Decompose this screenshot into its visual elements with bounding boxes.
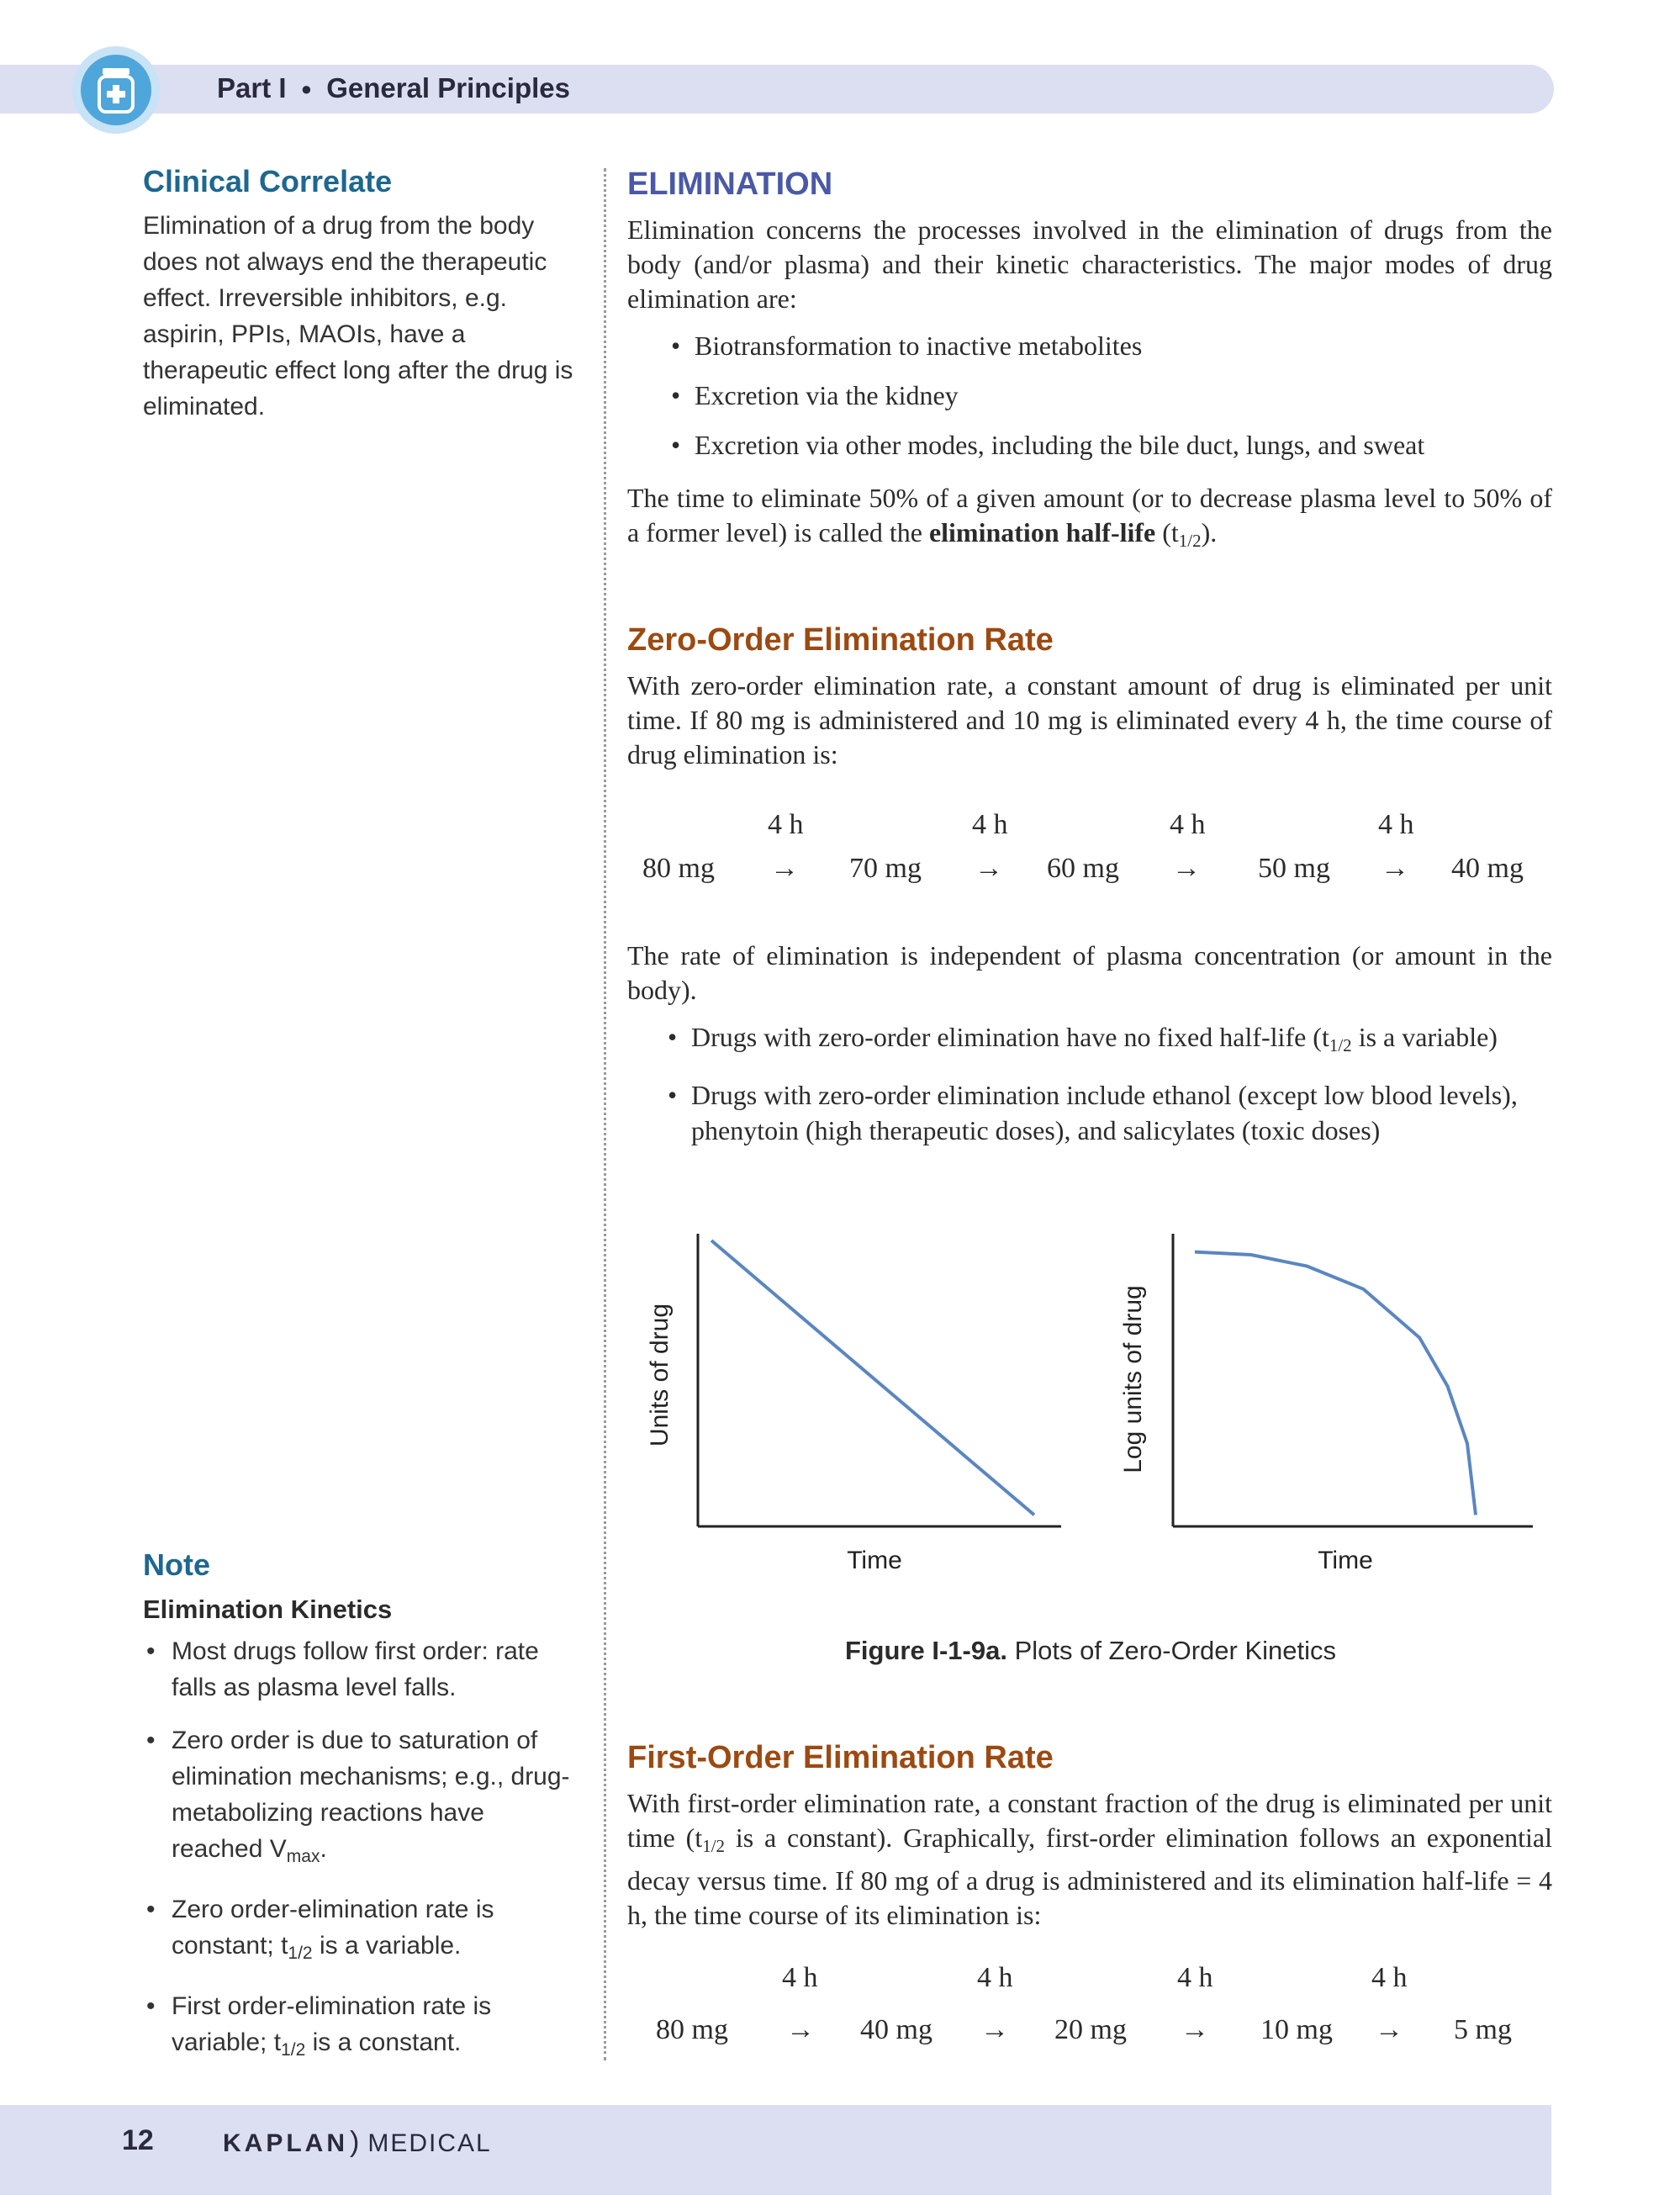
note-item (143, 1891, 597, 1971)
zero-order-intro: With zero-order elimination rate, a constant amount of drug is eliminated per unit time. If 80 mg is administered and 10 mg is eliminated every 4 h, the time course of drug elimination is: (627, 670, 1552, 770)
elimination-mode-item: • Excretion via the kidney (671, 378, 1552, 413)
first-order-heading: First-Order Elimination Rate (627, 1740, 1054, 1775)
half-life-text: (t (1155, 517, 1179, 547)
elimination-heading: ELIMINATION (627, 167, 833, 202)
interval-label: 4 h (782, 1962, 818, 1993)
figure-label: Figure I-1-9a. (845, 1636, 1007, 1665)
clinical-correlate-box (143, 164, 597, 425)
page-number: 12 (122, 2124, 154, 2156)
part-title (217, 72, 570, 104)
zero-order-linear-plot (639, 1224, 1076, 1585)
note-list (143, 1633, 597, 2068)
clinical-line: eliminated. (143, 393, 266, 420)
note-subscript: max (286, 1847, 320, 1866)
note-text: variable; t (172, 2028, 282, 2056)
zero-order-heading: Zero-Order Elimination Rate (627, 622, 1054, 658)
figure-title: Plots of Zero-Order Kinetics (1014, 1636, 1337, 1665)
half-life-subscript: 1/2 (1178, 531, 1202, 551)
amount-label: 70 mg (849, 853, 922, 884)
interval-label: 4 h (1371, 1962, 1408, 1993)
clinical-line: does not always end the therapeutic (143, 248, 547, 276)
brand-bracket-icon: ) (350, 2126, 362, 2158)
elimination-mode-item: • Excretion via other modes, including the bile duct, lungs, and sweat (671, 427, 1552, 463)
note-text: constant; t (172, 1932, 288, 1960)
x-axis-label: Time (1318, 1547, 1373, 1574)
elimination-section (627, 167, 1552, 558)
zero-order-log-plot (1114, 1224, 1551, 1585)
zero-order-sequence (627, 809, 1552, 902)
bullet-subscript: 1/2 (1329, 1035, 1352, 1055)
zero-order-bullets (668, 1019, 1551, 1148)
arrow-icon: → (980, 2014, 1009, 2045)
series-line (711, 1240, 1034, 1515)
clinical-line: Elimination of a drug from the body (143, 212, 535, 240)
amount-label: 5 mg (1454, 2014, 1512, 2045)
amount-label: 80 mg (642, 853, 715, 884)
note-subscript: 1/2 (288, 1944, 313, 1963)
note-item (143, 1722, 597, 1875)
note-subscript: 1/2 (281, 2040, 306, 2060)
arrow-icon: → (1181, 2014, 1209, 2045)
bullet-text: Drugs with zero-order elimination have no fixed half-life (t (691, 1022, 1329, 1052)
interval-label: 4 h (768, 809, 804, 840)
section-title: General Principles (326, 72, 570, 103)
brand-suffix: MEDICAL (367, 2129, 492, 2157)
note-line: • Zero order is due to saturation of (172, 1727, 538, 1754)
note-line: metabolizing reactions have (172, 1799, 484, 1827)
half-life-text: The time to eliminate 50% of a given amount (or to decrease plasma level to 50% of a former level) is called the (627, 483, 1552, 547)
brand-name: KAPLAN (223, 2129, 348, 2157)
amount-label: 80 mg (656, 2014, 728, 2045)
note-subheading: Elimination Kinetics (143, 1595, 393, 1624)
elimination-intro: Elimination concerns the processes involved in the elimination of drugs from the body (and/or plasma) and their kinetic characteristics. The major modes of drug elimination are: (627, 214, 1552, 314)
amount-label: 40 mg (860, 2014, 932, 2045)
y-axis-label: Units of drug (646, 1303, 674, 1447)
zero-order-details (627, 939, 1552, 1162)
interval-label: 4 h (1170, 809, 1206, 840)
note-text: . (320, 1835, 327, 1863)
half-life-definition (627, 481, 1552, 558)
note-item (143, 1633, 597, 1706)
part-number: Part I (217, 72, 287, 103)
half-life-text: ). (1201, 517, 1218, 547)
first-order-intro (627, 1786, 1552, 1933)
first-order-sequence (627, 1962, 1552, 2055)
note-line: • Zero order-elimination rate is (172, 1896, 494, 1923)
elimination-mode-item: • Biotransformation to inactive metabolites (671, 328, 1552, 363)
y-axis-label: Log units of drug (1119, 1285, 1147, 1473)
arrow-icon: → (1375, 2014, 1403, 2045)
x-axis-label: Time (847, 1547, 902, 1574)
zero-order-bullet: • Drugs with zero-order elimination include ethanol (except low blood levels), phenytoin (high therapeutic doses), and salicylates (toxic doses) (668, 1077, 1551, 1148)
zero-order-section (627, 622, 1552, 772)
note-line (172, 1928, 597, 1971)
amount-label: 50 mg (1258, 853, 1330, 884)
note-item (143, 1988, 597, 2068)
arrow-icon: → (1172, 853, 1201, 884)
interval-label: 4 h (977, 1962, 1013, 1993)
clinical-line: therapeutic effect long after the drug is (143, 357, 573, 384)
amount-label: 10 mg (1260, 2014, 1333, 2045)
amount-label: 40 mg (1451, 853, 1524, 884)
first-order-subscript: 1/2 (702, 1836, 726, 1856)
figure-caption (845, 1636, 1336, 1666)
series-line (1195, 1252, 1476, 1515)
first-order-text: With first-order elimination rate, a constant fraction of the drug is eliminated per unit time (t (627, 1788, 1552, 1853)
zero-order-bullet (668, 1019, 1551, 1063)
publisher-logo (223, 2126, 492, 2159)
medicine-bottle-icon (72, 46, 160, 134)
clinical-line: effect. Irreversible inhibitors, e.g. (143, 284, 507, 312)
note-line: • Most drugs follow first order: rate (172, 1637, 539, 1665)
interval-label: 4 h (1177, 1962, 1213, 1993)
note-text: is a constant. (305, 2028, 462, 2056)
zero-order-independence: The rate of elimination is independent of plasma concentration (or amount in the body). (627, 940, 1552, 1005)
clinical-line: aspirin, PPIs, MAOIs, have a (143, 320, 466, 348)
amount-label: 60 mg (1047, 853, 1119, 884)
arrow-icon: → (975, 853, 1003, 884)
note-line (172, 2024, 597, 2068)
note-text: reached V (172, 1835, 287, 1863)
arrow-icon: → (786, 2014, 815, 2045)
arrow-icon: → (1381, 853, 1409, 884)
bullet-text: is a variable) (1351, 1022, 1498, 1052)
clinical-correlate-text (143, 208, 597, 425)
amount-label: 20 mg (1054, 2014, 1127, 2045)
note-box (143, 1547, 597, 2068)
note-line: falls as plasma level falls. (172, 1674, 457, 1701)
elimination-modes-list (671, 328, 1552, 463)
first-order-section (627, 1740, 1552, 1933)
interval-label: 4 h (1378, 809, 1414, 840)
interval-label: 4 h (972, 809, 1008, 840)
note-text: is a variable. (312, 1932, 462, 1960)
first-order-text: is a constant). Graphically, first-order elimination follows an exponential decay versus time. If 80 mg of a drug is administered and its elimination half-life = 4 h, the time course of its elimination is: (627, 1822, 1552, 1930)
half-life-term: elimination half-life (928, 517, 1156, 547)
note-line: • First order-elimination rate is (172, 1992, 492, 2020)
arrow-icon: → (770, 853, 799, 884)
column-divider (604, 168, 606, 2060)
note-line: elimination mechanisms; e.g., drug- (172, 1763, 570, 1790)
note-line (172, 1831, 597, 1875)
separator-dot: ● (300, 78, 313, 99)
note-heading: Note (143, 1547, 210, 1582)
clinical-correlate-heading: Clinical Correlate (143, 164, 393, 198)
